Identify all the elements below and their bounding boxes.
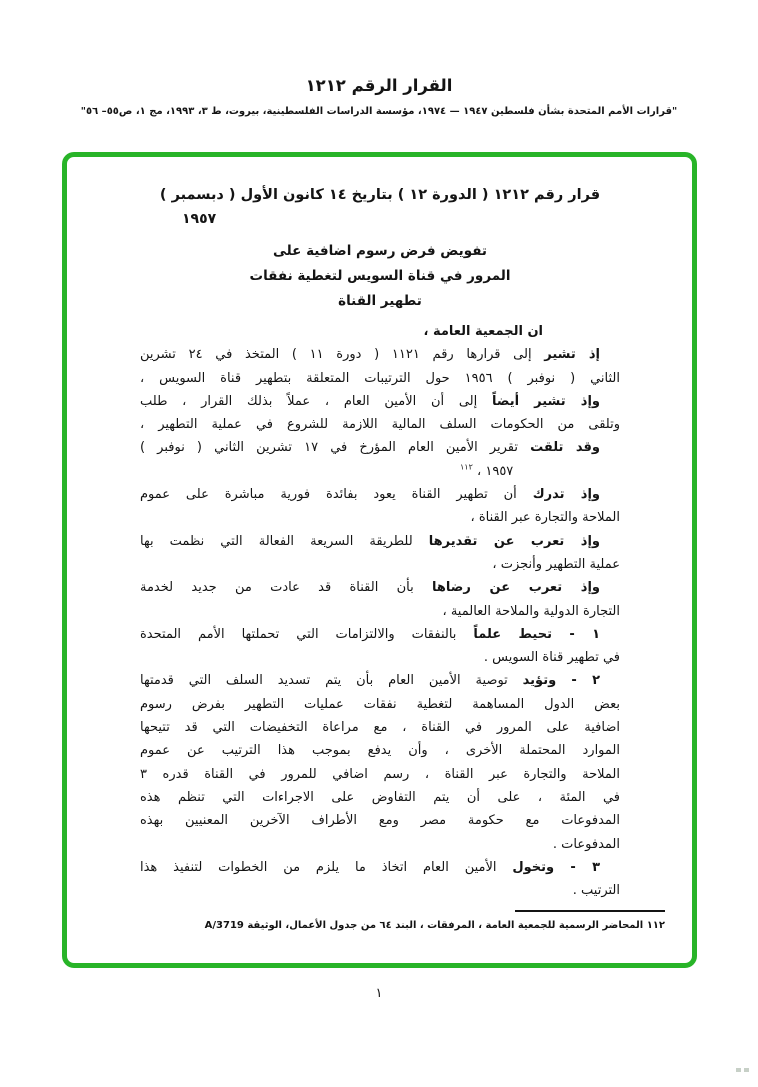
resolution-content — [140, 183, 665, 933]
body-line: ان الجمعية العامة ، — [423, 324, 543, 339]
body-line: إذ تشير إلى قرارها رقم ١١٢١ ( دورة ١١ ) المتخذ في ٢٤ تشرين — [140, 347, 600, 363]
body-line: الثاني ( نوفبر ) ١٩٥٦ حول الترتيبات المتعلقة بتطهير قناة السويس ، — [140, 370, 620, 386]
body-line: المدفوعات . — [552, 836, 620, 852]
body-line: التجارة الدولية والملاحة العالمية ، — [442, 603, 620, 619]
body-line: بعض الدول المساهمة لتغطية نفقات عمليات التطهير بفرض رسوم — [140, 696, 620, 712]
resolution-subject — [140, 239, 620, 314]
body-line: وإذ تعرب عن تقديرها للطريقة السريعة الفعالة التي نظمت بها — [140, 533, 600, 549]
body-line: الملاحة والتجارة عبر القناة ، رسم اضافي للمرور في القناة قدره ٣ — [140, 766, 620, 782]
subject-line: تفويض فرض رسوم اضافية على — [272, 243, 487, 259]
body-line: الترتيب . — [572, 883, 620, 899]
body-line: وتلقى من الحكومات السلف المالية اللازمة للشروع في عملية التطهير ، — [140, 417, 620, 433]
body-line: وإذ تدرك أن تطهير القناة يعود بفائدة فورية مباشرة على عموم — [140, 487, 600, 503]
page-number: ١ — [375, 986, 383, 1001]
body-line: وإذ تعرب عن رضاها بأن القناة قد عادت من جديد لخدمة — [140, 580, 601, 596]
body-line: المدفوعات مع حكومة مصر ومع الأطراف الآخرين المعنيين بهذه — [140, 813, 620, 829]
body-line: اضافية على المرور في القناة ، مع مراعاة التخفيضات التي قد تتيحها — [140, 720, 620, 736]
resolution-heading: قرار رقم ١٢١٢ ( الدورة ١٢ ) بتاريخ ١٤ كانون الأول ( دبسمبر ) — [159, 187, 601, 203]
resolution-body — [140, 320, 620, 902]
footnote-divider — [515, 910, 665, 912]
body-line: وقد تلقت تقرير الأمين العام المؤرخ في ١٧ تشرين الثاني ( نوفبر ) — [140, 440, 601, 456]
body-line: ٣ - وتخول الأمين العام اتخاذ ما يلزم من الخطوات لتنفيذ هذا — [140, 859, 600, 875]
scan-artifact — [733, 1068, 751, 1073]
body-line: في تطهير قناة السويس . — [483, 650, 620, 666]
document-subtitle: "قرارات الأمم المتحدة بشأن فلسطين ١٩٤٧ — ١٩٧٤، مؤسسة الدراسات الفلسطينية، بيروت، ط ٣، ١٩٩٣، مج ١، ص٥٥– ٥٦" — [80, 106, 678, 117]
resolution-heading-year: ١٩٥٧ — [182, 211, 217, 227]
body-line: ٢ - وتؤيد توصية الأمين العام بأن يتم تسديد السلف التي قدمتها — [140, 673, 601, 689]
body-line: وإذ تشير أيضاً إلى أن الأمين العام ، عملاً بذلك القرار ، طلب — [140, 393, 600, 409]
subject-line: تطهير القناة — [338, 293, 422, 309]
body-line: في المئة ، على أن يتم التفاوض على الاجراءات التي تنظم هذه — [140, 789, 620, 805]
document-title: القرار الرقم ١٢١٢ — [305, 76, 453, 95]
body-line: ١ - تحيط علماً بالنفقات والالتزامات التي تحملتها الأمم المتحدة — [140, 626, 600, 642]
subject-line: المرور في قناة السويس لتغطية نفقات — [249, 268, 511, 284]
body-line: الموارد المحتملة الأخرى ، وأن يدفع بموجب هذا الترتيب عن عموم — [140, 743, 620, 759]
body-line: ١٩٥٧ ، $^{١١٢}$ — [460, 462, 514, 479]
footnote-text: ١١٢ المحاضر الرسمية للجمعية العامة ، المرفقات ، البند ٦٤ من جدول الأعمال، الوثيقة A/3719 — [204, 920, 665, 932]
body-line: الملاحة والتجارة عبر القناة ، — [470, 510, 620, 526]
annotation-frame — [62, 152, 697, 968]
body-line: عملية التطهير وأنجزت ، — [492, 556, 620, 572]
